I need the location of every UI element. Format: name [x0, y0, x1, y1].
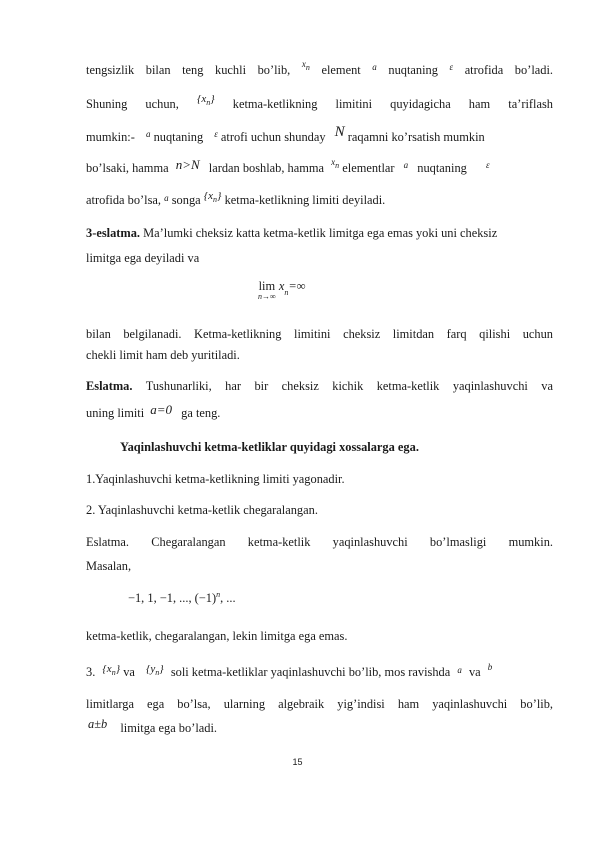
math-set — [204, 190, 222, 202]
paragraph-line: ketma-ketlik, chegaralangan, lekin limitga ega emas. — [86, 629, 348, 643]
text: nuqtaning — [388, 63, 438, 77]
text: atrofida bo’ladi. — [464, 63, 553, 77]
math-symbol: a — [403, 160, 409, 170]
math-symbol: x — [278, 279, 285, 293]
text: elementlar — [342, 161, 395, 175]
text: ketma-ketlikning — [232, 97, 318, 111]
math-symbol: } — [210, 93, 215, 105]
math-subscript: n — [284, 288, 289, 297]
remark-label: Eslatma. — [86, 379, 133, 393]
math-set — [197, 93, 215, 105]
math-symbol: a — [457, 665, 462, 675]
text: Tushunarliki, har bir cheksiz kichik ketma-ketlik yaqinlashuvchi va — [145, 379, 553, 393]
math-subscript: n — [111, 668, 116, 677]
math-symbol: {x — [102, 663, 112, 675]
text: atrofi uchun shunday — [220, 130, 326, 144]
math-expression: a=0 — [150, 402, 173, 417]
paragraph-line — [86, 250, 553, 266]
math-set — [146, 663, 164, 675]
math-symbol: x — [301, 59, 306, 69]
text: limitga ega deyiladi va — [86, 251, 200, 265]
math-x — [301, 59, 310, 72]
property-item: 2. Yaqinlashuvchi ketma-ketlik chegaralangan. — [86, 503, 318, 517]
sequence-formula — [128, 590, 328, 608]
paragraph-line — [86, 717, 553, 736]
text: tengsizlik bilan teng kuchli bo’lib, — [86, 63, 291, 77]
lim-label: lim — [258, 279, 276, 293]
math-symbol: {x — [196, 93, 207, 105]
math-symbol: a — [164, 193, 169, 203]
text: lardan boshlab, hamma — [208, 161, 325, 175]
text: atrofida bo’lsa, — [86, 193, 162, 207]
text: songa — [171, 193, 201, 207]
lim-subscript: n→∞ — [258, 292, 276, 301]
paragraph-line — [86, 157, 553, 178]
math-superscript: n — [216, 590, 221, 599]
text: mumkin:- — [86, 130, 135, 144]
page-number: 15 — [292, 757, 303, 767]
math-symbol: =∞ — [288, 279, 306, 293]
math-symbol: x — [331, 157, 336, 167]
text: limitlarga ega bo’lsa, ularning algebraik yig’indisi ham yaqinlashuvchi bo’lib, — [86, 697, 553, 711]
paragraph-line — [86, 59, 553, 80]
limit-operator — [258, 280, 276, 301]
paragraph-line — [86, 93, 553, 114]
math-subscript: n — [206, 98, 211, 107]
math-symbol: {y — [146, 663, 156, 675]
math-symbol: ε — [485, 160, 490, 170]
text: uning limiti — [86, 406, 145, 420]
text: nuqtaning — [417, 161, 467, 175]
paragraph-line — [86, 402, 553, 421]
text: bo’lsaki, hamma — [86, 161, 169, 175]
paragraph-line — [86, 326, 553, 342]
math-symbol: ε — [214, 129, 218, 139]
text: va — [123, 665, 135, 679]
remark-label: 3-eslatma. — [86, 226, 141, 240]
math-symbol: b — [487, 662, 493, 672]
math-subscript: n — [335, 161, 340, 170]
math-expression: n>N — [175, 157, 200, 172]
text: bilan belgilanadi. Ketma-ketlikning limitini cheksiz limitdan farq qilishi uchun — [86, 327, 553, 341]
math-symbol: } — [217, 190, 222, 202]
paragraph-line: Masalan, — [86, 559, 132, 573]
math-x — [331, 157, 340, 170]
paragraph-line — [86, 124, 553, 146]
paragraph-line — [86, 347, 553, 363]
property-item: 1.Yaqinlashuvchi ketma-ketlikning limiti yagonadir. — [86, 472, 345, 486]
text: chekli limit ham deb yuritiladi. — [86, 348, 240, 362]
text: ga teng. — [181, 406, 221, 420]
math-subscript: n — [155, 668, 160, 677]
text: element — [321, 63, 361, 77]
math-symbol: } — [115, 663, 121, 675]
text: nuqtaning — [153, 130, 204, 144]
math-symbol: N — [334, 124, 345, 140]
text: limitini quyidagicha ham ta’riflash — [335, 97, 553, 111]
math-symbol: (−1) — [194, 591, 217, 605]
text: Eslatma. Chegaralangan ketma-ketlik yaqinlashuvchi bo’lmasligi mumkin. — [86, 535, 553, 549]
text: soli ketma-ketliklar yaqinlashuvchi bo’lib, mos ravishda — [170, 665, 451, 679]
text: Ma’lumki cheksiz katta ketma-ketlik limitga ega emas yoki uni cheksiz — [143, 226, 498, 240]
math-set — [102, 663, 120, 675]
paragraph-line — [86, 225, 553, 241]
paragraph-line — [86, 696, 553, 712]
math-symbol: a — [145, 129, 151, 139]
math-subscript: n — [305, 63, 310, 72]
math-symbol: ε — [449, 62, 454, 72]
sequence-text: , ... — [220, 591, 236, 605]
limit-formula — [258, 280, 378, 301]
text: limitga ega bo’ladi. — [120, 721, 217, 735]
paragraph-line — [86, 534, 553, 550]
math-subscript: n — [213, 195, 218, 204]
sequence-text: −1, 1, −1, ..., — [128, 591, 192, 605]
math-symbol: a — [372, 62, 377, 72]
paragraph-line — [86, 192, 553, 210]
text: ketma-ketlikning limiti deyiladi. — [224, 193, 386, 207]
section-heading: Yaqinlashuvchi ketma-ketliklar quyidagi xossalarga ega. — [120, 440, 419, 454]
math-symbol: } — [159, 663, 164, 675]
item-number: 3. — [86, 665, 96, 679]
paragraph-line — [86, 664, 553, 682]
math-expression: a±b — [88, 717, 108, 731]
text: Shuning uchun, — [86, 97, 179, 111]
math-symbol: {x — [203, 190, 214, 202]
text: raqamni ko’rsatish mumkin — [347, 130, 485, 144]
text: va — [468, 665, 481, 679]
paragraph-line — [86, 378, 553, 394]
